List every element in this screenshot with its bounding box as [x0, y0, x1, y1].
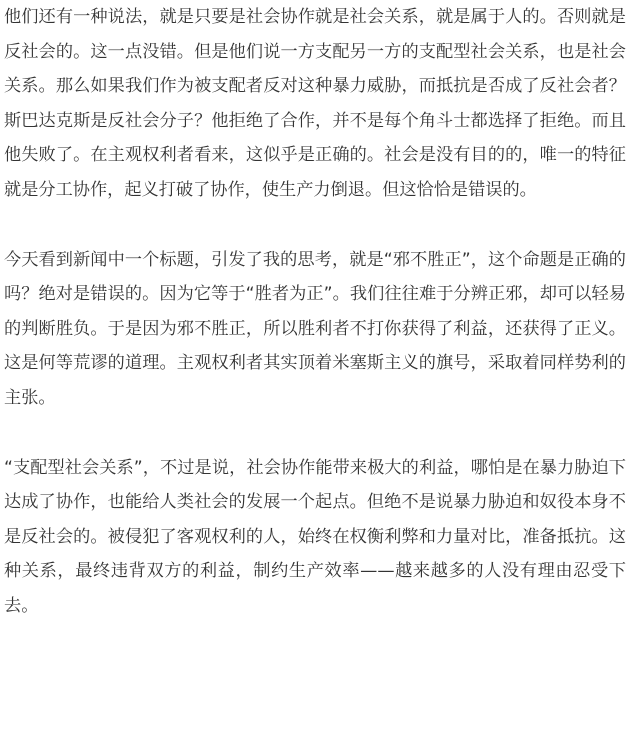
paragraph-3: “支配型社会关系”，不过是说，社会协作能带来极大的利益，哪怕是在暴力胁迫下达成了协作，也能给人类社会的发展一个起点。但绝不是说暴力胁迫和奴役本身不是反社会的。被侵犯了客观权利的人，始终在权衡利弊和力量对比，准备抵抗。这种关系，最终违背双方的利益，制约生产效率——越来越多的人没有理由忍受下去。 [4, 457, 626, 616]
paragraph-1: 他们还有一种说法，就是只要是社会协作就是社会关系，就是属于人的。否则就是反社会的。这一点没错。但是他们说一方支配另一方的支配型社会关系，也是社会关系。那么如果我们作为被支配者反对这种暴力威胁，而抵抗是否成了反社会者？斯巴达克斯是反社会分子？他拒绝了合作，并不是每个角斗士都选择了拒绝。而且他失败了。在主观权利者看来，这似乎是正确的。社会是没有目的的，唯一的特征就是分工协作，起义打破了协作，使生产力倒退。但这恰恰是错误的。 [4, 7, 626, 200]
paragraph-2: 今天看到新闻中一个标题，引发了我的思考，就是“邪不胜正”，这个命题是正确的吗？绝对是错误的。因为它等于“胜者为正”。我们往往难于分辨正邪，却可以轻易的判断胜负。于是因为邪不胜正，所以胜利者不打你获得了利益，还获得了正义。这是何等荒谬的道理。主观权利者其实顶着米塞斯主义的旗号，采取着同样势利的主张。 [4, 249, 626, 408]
article-body [4, 0, 626, 624]
